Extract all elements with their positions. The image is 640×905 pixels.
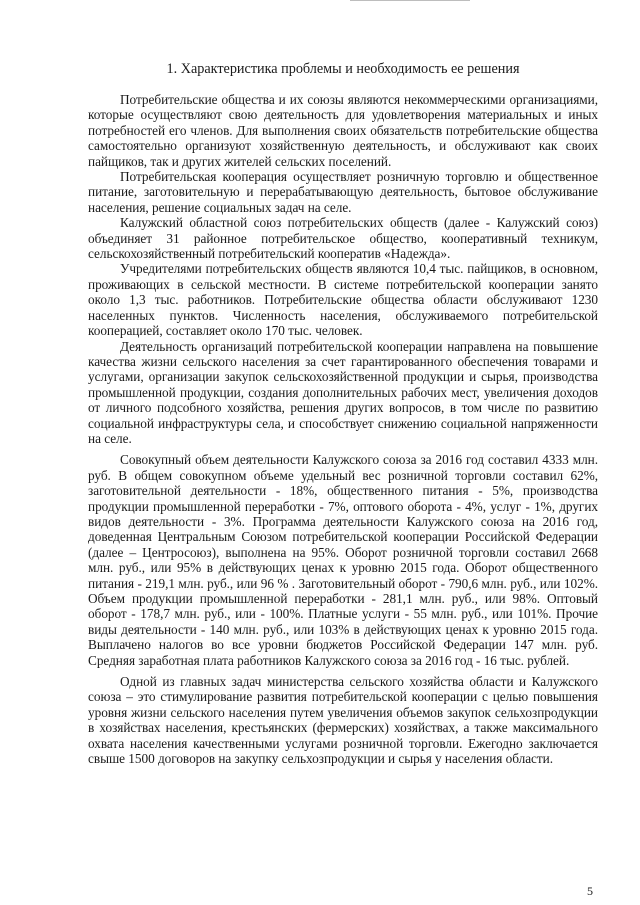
document-page bbox=[88, 60, 598, 772]
paragraph-1: Потребительские общества и их союзы являются некоммерческими организациями, которые осуществляют свою деятельность для удовлетворения материальных и иных потребностей его членов. Для выполнения своих обязательств потребительские общества самостоятельно организуют хозяйственную деятельность, и обслуживают как своих пайщиков, так и других жителей сельских поселений. bbox=[88, 92, 598, 169]
page-number: 5 bbox=[587, 884, 593, 898]
paragraph-3: Калужский областной союз потребительских обществ (далее - Калужский союз) объединяет 31 районное потребительское общество, кооперативный техникум, сельскохозяйственный потребительский кооператив «Надежда». bbox=[88, 215, 598, 262]
paragraph-6: Совокупный объем деятельности Калужского союза за 2016 год составил 4333 млн. руб. В общем совокупном объеме удельный вес розничной торговли составил 62%, заготовительной деятельности - 18%, общественного питания - 5%, производства продукции промышленной переработки - 7%, оптового оборота - 4%, услуг - 1%, других видов деятельности - 3%. Программа деятельности Калужского союза на 2016 год, доведенная Центральным Союзом потребительской кооперации Российской Федерации (далее – Центросоюз), выполнена на 95%. Оборот розничной торговли составил 2668 млн. руб., или 95% в действующих ценах к уровню 2015 года. Оборот общественного питания - 219,1 млн. руб., или 96 % . Заготовительный оборот - 790,6 млн. руб., или 102%. Объем продукции промышленной переработки - 281,1 млн. руб., или 98%. Оптовый оборот - 178,7 млн. руб., или - 100%. Платные услуги - 55 млн. руб., или 101%. Прочие виды деятельности - 140 млн. руб., или 103% в действующих ценах к уровню 2015 года. Выплачено налогов во все уровни бюджетов Российской Федерации 147 млн. руб. Средняя заработная плата работников Калужского союза за 2016 год - 16 тыс. рублей. bbox=[88, 452, 598, 668]
scan-artifact-line bbox=[350, 0, 470, 1]
paragraph-7: Одной из главных задач министерства сельского хозяйства области и Калужского союза – это стимулирование развития потребительской кооперации с целью повышения уровня жизни сельского населения путем увеличения объемов закупок сельхозпродукции в хозяйствах населения, крестьянских (фермерских) хозяйствах, а также максимального охвата населения качественными услугами розничной торговли. Ежегодно заключается свыше 1500 договоров на закупку сельхозпродукции и сырья у населения области. bbox=[88, 674, 598, 767]
paragraph-2: Потребительская кооперация осуществляет розничную торговлю и общественное питание, заготовительную и перерабатывающую деятельность, бытовое обслуживание населения, решение социальных задач на селе. bbox=[88, 169, 598, 215]
paragraph-5: Деятельность организаций потребительской кооперации направлена на повышение качества жизни сельского населения за счет гарантированного обеспечения товарами и услугами, организации закупок сельскохозяйственной продукции и сырья, производства промышленной продукции, создания дополнительных рабочих мест, увеличения доходов от личного подсобного хозяйства, решения других вопросов, в том числе по развитию социальной инфраструктуры села, и способствует снижению социальной напряженности на селе. bbox=[88, 338, 598, 446]
section-heading: 1. Характеристика проблемы и необходимость ее решения bbox=[166, 61, 520, 77]
paragraph-4: Учредителями потребительских обществ являются 10,4 тыс. пайщиков, в основном, проживающих в сельской местности. В системе потребительской кооперации занято около 1,3 тыс. работников. Потребительские общества области обслуживают 1230 населенных пунктов. Численность населения, обслуживаемого потребительской кооперацией, составляет около 170 тыс. человек. bbox=[88, 261, 598, 339]
